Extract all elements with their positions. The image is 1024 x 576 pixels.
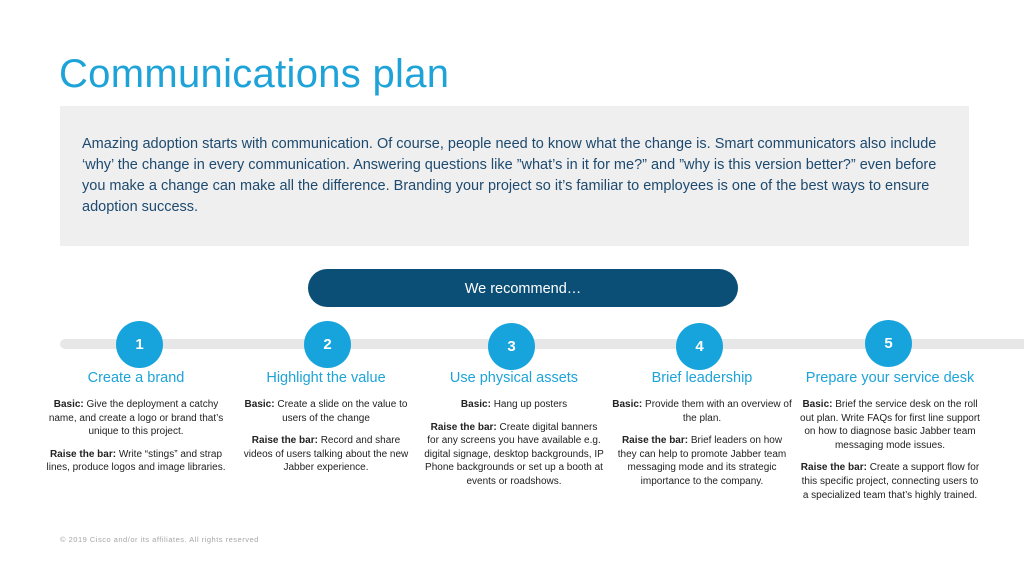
basic-text: Give the deployment a catchy name, and create a logo or brand that’s unique to this project. xyxy=(48,399,224,438)
raise-text: Record and share videos of users talking about the new Jabber experience. xyxy=(243,435,409,474)
step-1-column xyxy=(46,370,226,484)
intro-panel xyxy=(60,106,969,246)
intro-text: Amazing adoption starts with communication. Of course, people need to know what the change is. Smart communicators also include ‘why’ the change in every communication. Answering questions like ”what’s in it for me?” and ”why is this version better?” even before you make a change can make all the difference. Branding your project so it’s familiar to employees is one of the best ways to ensure adoption success. xyxy=(82,136,937,215)
step-2-circle: 2 xyxy=(304,321,351,368)
copyright-footer: © 2019 Cisco and/or its affiliates. All rights reserved xyxy=(60,535,259,544)
step-3-column xyxy=(424,370,604,498)
raise-label: Raise the bar: xyxy=(800,462,867,474)
raise-text: Brief leaders on how they can help to promote Jabber team messaging mode and its strategic importance to the company. xyxy=(617,435,787,487)
basic-label: Basic: xyxy=(802,399,833,410)
basic-text: Brief the service desk on the roll out plan. Write FAQs for first line support on how to diagnose basic Jabber team messaging mode issues. xyxy=(800,399,980,451)
step-5-column xyxy=(800,370,980,511)
basic-label: Basic: xyxy=(53,399,84,410)
raise-text: Create digital banners for any screens you have available e.g. digital signage, desktop backgrounds, IP Phone backgrounds or set up a booth at events or roadshows. xyxy=(424,421,604,487)
step-1-basic xyxy=(46,398,226,439)
raise-label: Raise the bar: xyxy=(251,435,318,447)
step-3-circle: 3 xyxy=(488,323,535,370)
step-4-column xyxy=(612,370,792,498)
step-1-raise xyxy=(46,448,226,475)
step-3-raise xyxy=(424,421,604,489)
page-title: Communications plan xyxy=(59,52,450,96)
step-4-raise xyxy=(612,434,792,488)
raise-label: Raise the bar: xyxy=(49,448,117,460)
step-4-circle: 4 xyxy=(676,323,723,370)
step-3-basic xyxy=(424,398,604,412)
basic-label: Basic: xyxy=(244,399,275,410)
step-5-basic xyxy=(800,398,980,452)
step-4-basic xyxy=(612,398,792,425)
step-2-column xyxy=(236,370,416,484)
raise-label: Raise the bar: xyxy=(430,421,497,433)
step-2-basic xyxy=(236,398,416,425)
basic-text: Create a slide on the value to users of the change xyxy=(274,399,408,424)
step-5-raise xyxy=(800,461,980,502)
basic-text: Hang up posters xyxy=(490,399,568,410)
basic-label: Basic: xyxy=(612,399,643,410)
step-2-raise xyxy=(236,434,416,475)
basic-label: Basic: xyxy=(460,399,491,410)
raise-label: Raise the bar: xyxy=(621,435,689,447)
raise-text: Create a support flow for this specific project, connecting users to a specialized team that’s highly trained. xyxy=(801,462,980,501)
step-3-title: Use physical assets xyxy=(449,370,579,386)
raise-text: Write “stings” and strap lines, produce logos and image libraries. xyxy=(46,448,226,474)
basic-text: Provide them with an overview of the plan. xyxy=(642,399,792,424)
step-4-title: Brief leadership xyxy=(651,370,753,386)
recommend-banner: We recommend… xyxy=(308,269,738,307)
step-1-circle: 1 xyxy=(116,321,163,368)
step-2-title: Highlight the value xyxy=(266,370,386,386)
step-1-title: Create a brand xyxy=(87,370,185,386)
step-5-circle: 5 xyxy=(865,320,912,367)
step-5-title: Prepare your service desk xyxy=(805,370,975,386)
